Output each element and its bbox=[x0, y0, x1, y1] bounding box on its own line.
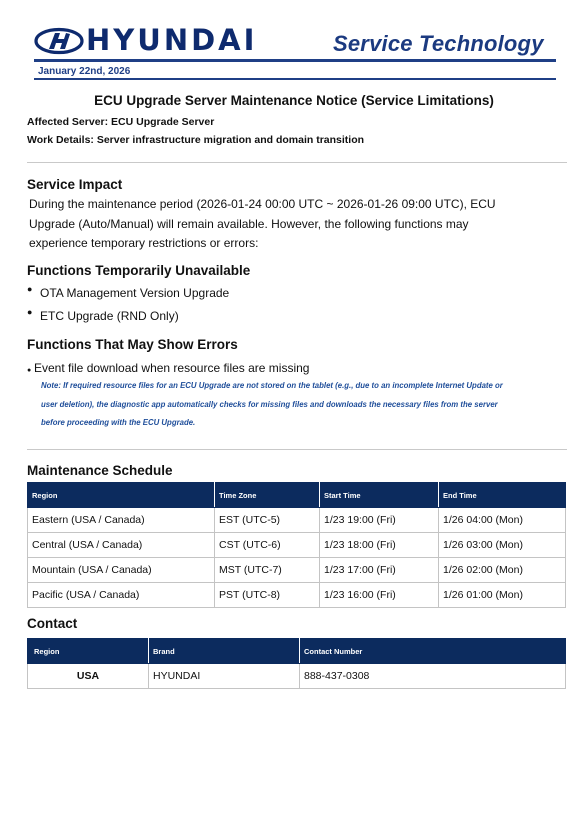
affected-server: Affected Server: ECU Upgrade Server bbox=[27, 116, 215, 128]
table-row bbox=[28, 508, 566, 533]
column-header: Start Time bbox=[320, 483, 439, 508]
table-cell: HYUNDAI bbox=[149, 664, 300, 689]
table-cell: MST (UTC-7) bbox=[215, 558, 320, 583]
service-impact-paragraph bbox=[29, 195, 549, 254]
column-header: Time Zone bbox=[215, 483, 320, 508]
column-header: Region bbox=[28, 483, 215, 508]
page-header-title: Service Technology bbox=[333, 31, 544, 56]
header-divider bbox=[34, 59, 556, 62]
table-cell: Eastern (USA / Canada) bbox=[28, 508, 215, 533]
table-cell: EST (UTC-5) bbox=[215, 508, 320, 533]
table-cell: 1/23 18:00 (Fri) bbox=[320, 533, 439, 558]
section-divider bbox=[27, 449, 567, 450]
table-cell: 1/26 03:00 (Mon) bbox=[439, 533, 566, 558]
table-cell: 1/23 16:00 (Fri) bbox=[320, 583, 439, 608]
table-cell: CST (UTC-6) bbox=[215, 533, 320, 558]
contact-heading: Contact bbox=[27, 616, 78, 631]
table-cell: USA bbox=[28, 664, 149, 689]
table-cell: Central (USA / Canada) bbox=[28, 533, 215, 558]
impact-line: experience temporary restrictions or errors: bbox=[29, 236, 259, 250]
table-row bbox=[28, 583, 566, 608]
table-cell: 1/26 01:00 (Mon) bbox=[439, 583, 566, 608]
bullet-icon: ● bbox=[27, 307, 33, 317]
hyundai-logo-icon bbox=[34, 27, 84, 55]
errors-heading: Functions That May Show Errors bbox=[27, 337, 238, 352]
contact-table bbox=[27, 638, 566, 689]
table-cell: 1/23 19:00 (Fri) bbox=[320, 508, 439, 533]
unavailable-heading: Functions Temporarily Unavailable bbox=[27, 263, 251, 278]
notice-title: ECU Upgrade Server Maintenance Notice (Service Limitations) bbox=[94, 93, 494, 108]
column-header: Contact Number bbox=[300, 639, 566, 664]
table-header-row bbox=[28, 639, 566, 664]
table-row bbox=[28, 664, 566, 689]
schedule-table bbox=[27, 482, 566, 608]
table-cell: Pacific (USA / Canada) bbox=[28, 583, 215, 608]
table-row bbox=[28, 558, 566, 583]
date-divider bbox=[34, 78, 556, 80]
publish-date: January 22nd, 2026 bbox=[38, 66, 131, 77]
table-row bbox=[28, 533, 566, 558]
section-divider bbox=[27, 162, 567, 163]
impact-line: Upgrade (Auto/Manual) will remain available. However, the following functions may bbox=[29, 216, 469, 231]
column-header: End Time bbox=[439, 483, 566, 508]
work-details: Work Details: Server infrastructure migration and domain transition bbox=[27, 134, 365, 146]
brand-wordmark: HYUNDAI bbox=[86, 23, 258, 57]
table-header-row bbox=[28, 483, 566, 508]
column-header: Brand bbox=[149, 639, 300, 664]
column-header: Region bbox=[28, 639, 149, 664]
bullet-icon: ● bbox=[27, 284, 33, 294]
schedule-heading: Maintenance Schedule bbox=[27, 463, 173, 478]
table-cell: 1/26 04:00 (Mon) bbox=[439, 508, 566, 533]
note-text: Note: If required resource files for an ECU Upgrade are not stored on the tablet (e.g., due to an incomplete Internet Update or user deletion), the diagnostic app automatically checks for missing files and downloads the necessary files from the server before proceeding with the ECU Upgrade. bbox=[41, 381, 503, 427]
table-cell: 1/23 17:00 (Fri) bbox=[320, 558, 439, 583]
impact-line: During the maintenance period (2026-01-24 00:00 UTC ~ 2026-01-26 09:00 UTC), ECU bbox=[29, 197, 496, 211]
table-cell: 1/26 02:00 (Mon) bbox=[439, 558, 566, 583]
table-cell: Mountain (USA / Canada) bbox=[28, 558, 215, 583]
bullet-icon: ● bbox=[27, 367, 32, 374]
service-impact-heading: Service Impact bbox=[27, 177, 123, 192]
contact-phone[interactable]: 888-437-0308 bbox=[300, 664, 566, 689]
table-cell: PST (UTC-8) bbox=[215, 583, 320, 608]
